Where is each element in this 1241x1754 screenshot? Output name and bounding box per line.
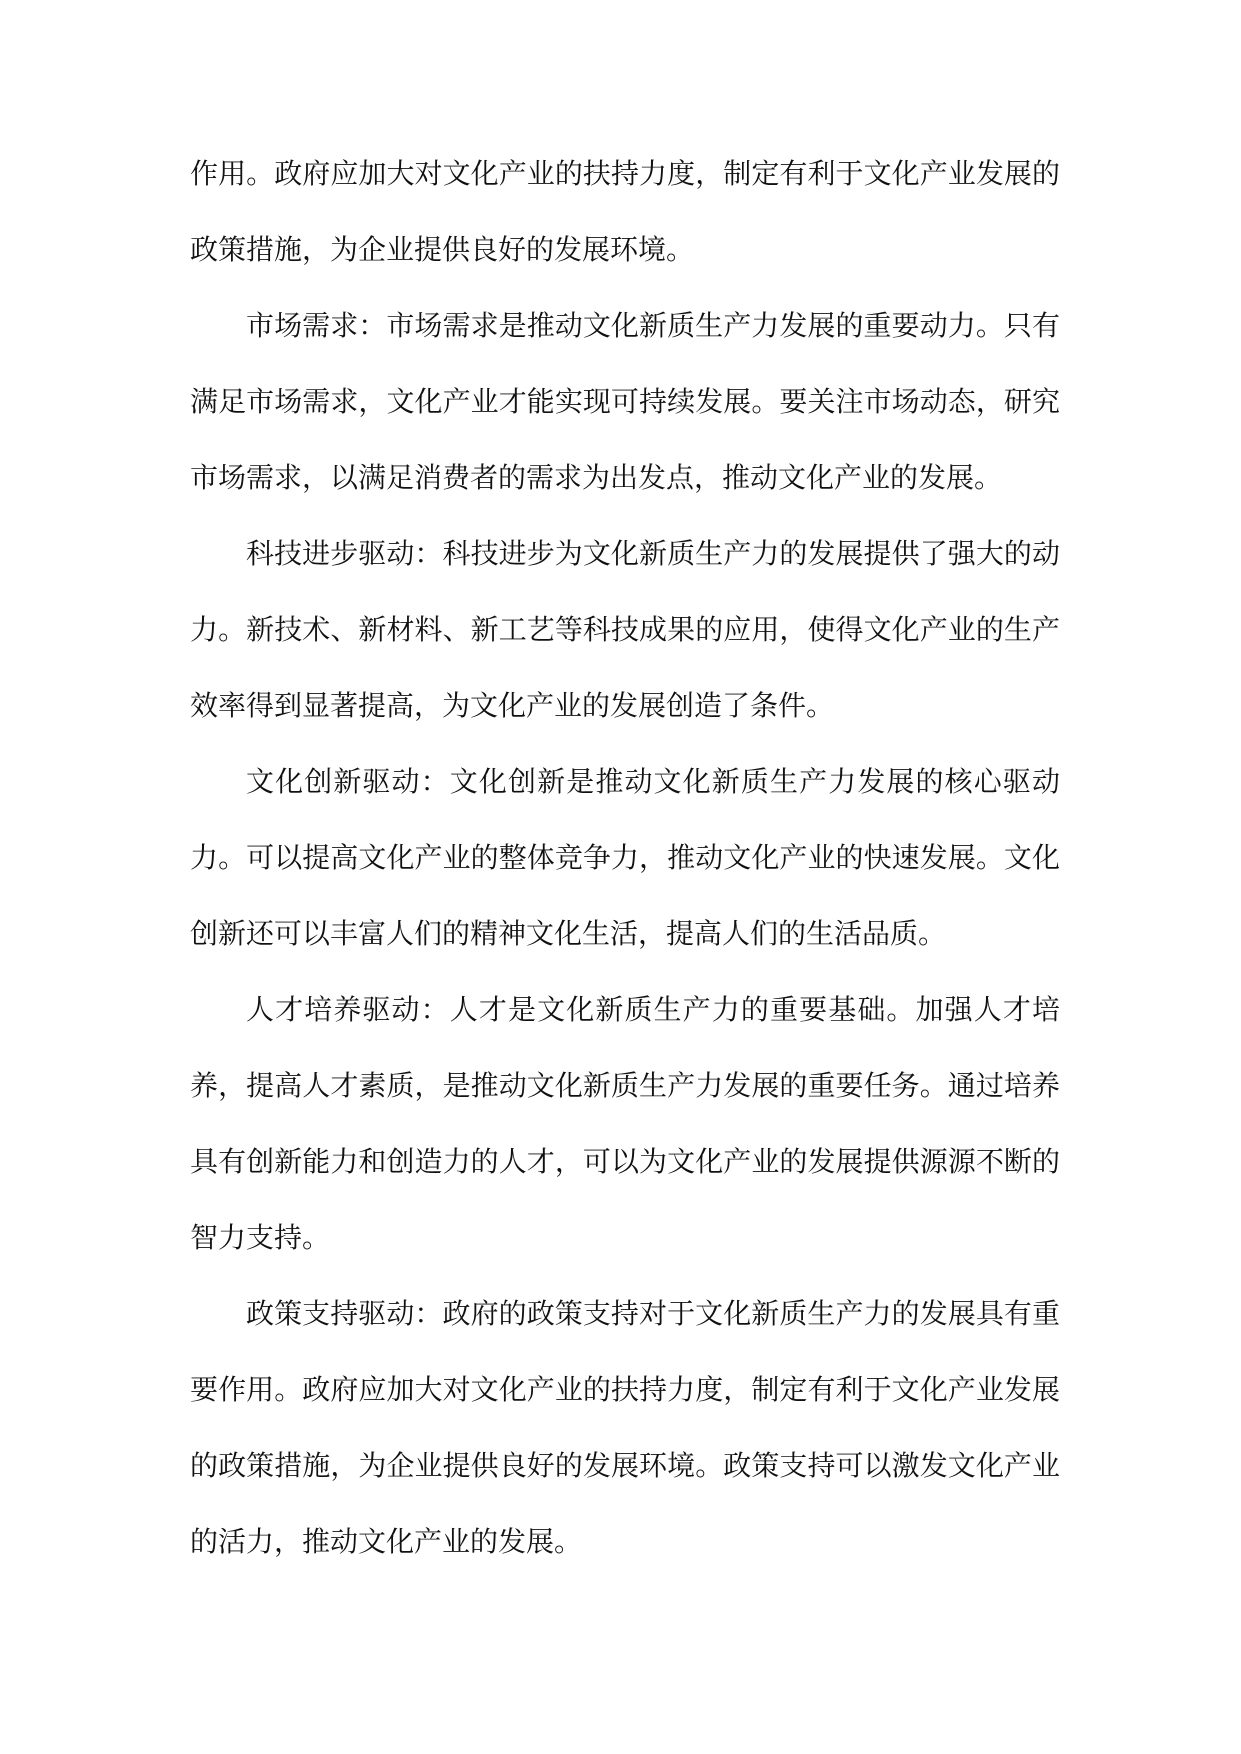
- paragraph-market-demand: 市场需求：市场需求是推动文化新质生产力发展的重要动力。只有满足市场需求，文化产业才能实现可持续发展。要关注市场动态，研究市场需求，以满足消费者的需求为出发点，推动文化产业的发展。: [190, 309, 1060, 494]
- paragraph-continued: 作用。政府应加大对文化产业的扶持力度，制定有利于文化产业发展的政策措施，为企业提供良好的发展环境。: [190, 157, 1060, 266]
- paragraph-policy-support: 政策支持驱动：政府的政策支持对于文化新质生产力的发展具有重要作用。政府应加大对文化产业的扶持力度，制定有利于文化产业发展的政策措施，为企业提供良好的发展环境。政策支持可以激发文化产业的活力，推动文化产业的发展。: [190, 1297, 1060, 1558]
- paragraph-cultural-innovation: 文化创新驱动：文化创新是推动文化新质生产力发展的核心驱动力。可以提高文化产业的整体竞争力，推动文化产业的快速发展。文化创新还可以丰富人们的精神文化生活，提高人们的生活品质。: [190, 765, 1060, 950]
- paragraph-talent-cultivation: 人才培养驱动：人才是文化新质生产力的重要基础。加强人才培养，提高人才素质，是推动文化新质生产力发展的重要任务。通过培养具有创新能力和创造力的人才，可以为文化产业的发展提供源源不断的智力支持。: [190, 993, 1060, 1254]
- paragraph-technology-driven: 科技进步驱动：科技进步为文化新质生产力的发展提供了强大的动力。新技术、新材料、新工艺等科技成果的应用，使得文化产业的生产效率得到显著提高，为文化产业的发展创造了条件。: [190, 537, 1060, 722]
- document-body: [190, 136, 1060, 1580]
